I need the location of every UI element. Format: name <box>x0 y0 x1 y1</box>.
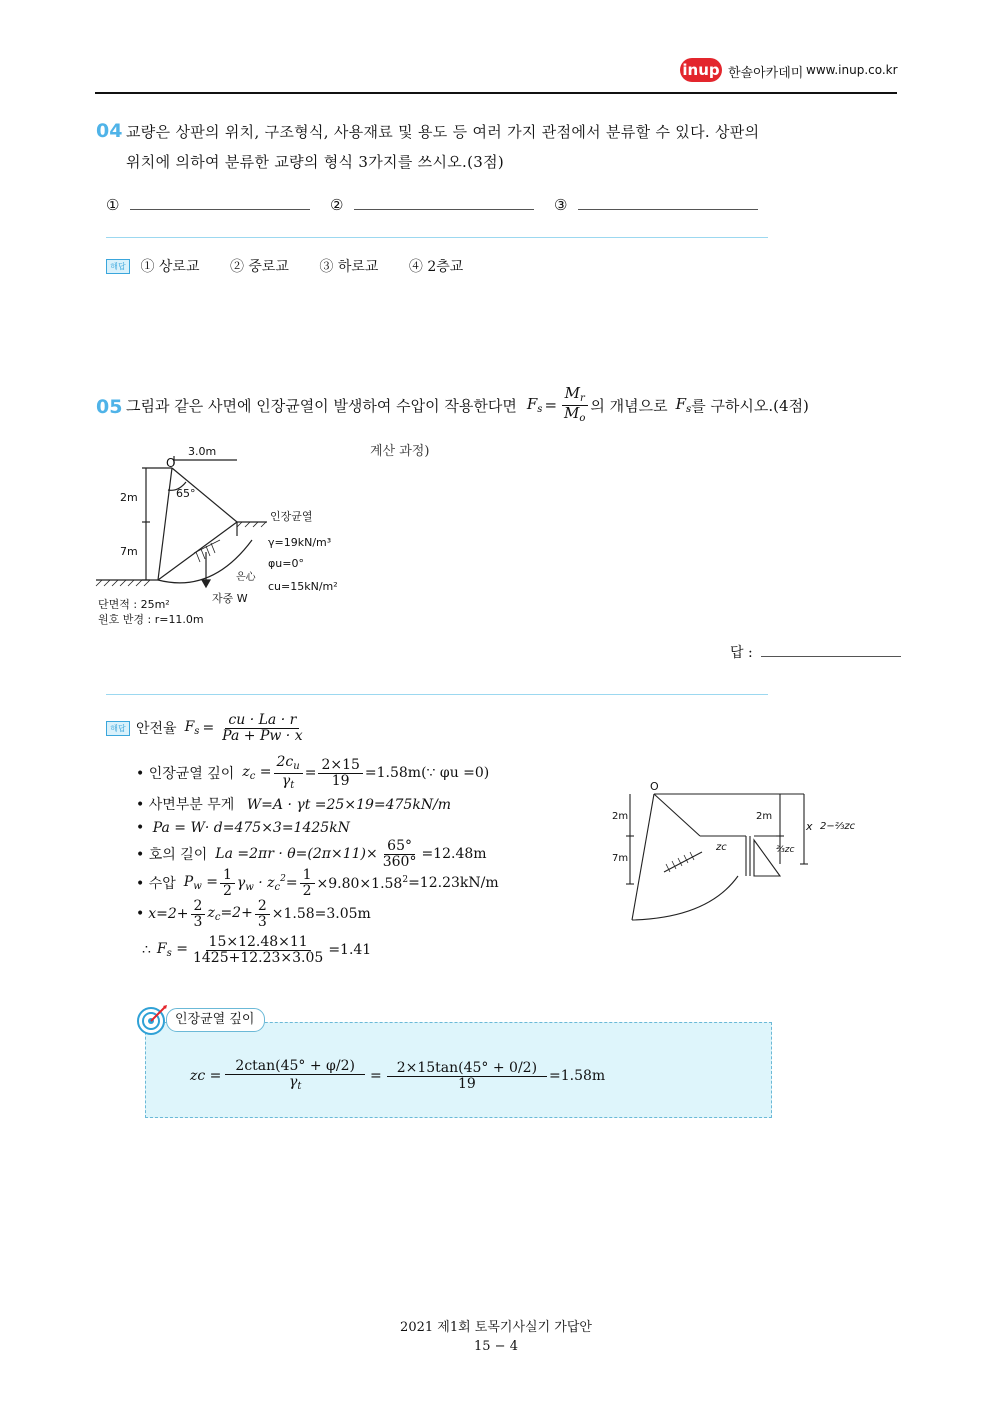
fig1-crack-label: 인장균열 <box>270 510 313 523</box>
fig1-h1-label: 2m <box>120 491 138 504</box>
answer-blank-1[interactable]: ① <box>106 196 310 214</box>
footer-page: 15 − 4 <box>474 1339 518 1354</box>
q04-answer-row <box>106 256 463 276</box>
answer-4: ④ 2층교 <box>408 259 464 275</box>
fig1-phi-label: φu=0° <box>268 557 304 570</box>
fig2-h2: 7m <box>612 853 629 864</box>
fig1-centroid-label: 은心 <box>236 572 256 583</box>
solution-safety-row: 해답 안전율 $F_s$ = $\frac{cu \cdot La \cdot r}{Pa + Pw \cdot x}$ <box>106 706 308 750</box>
inup-logo: inup <box>680 58 722 82</box>
fig1-angle-label: 65° <box>176 487 196 500</box>
answer-blank-2[interactable]: ② <box>330 196 534 214</box>
question-04-number: 04 <box>96 120 123 142</box>
header <box>0 0 992 100</box>
safety-fraction: $\frac{cu \cdot La \cdot r}{Pa + Pw \cdot x}$ <box>222 711 303 744</box>
fig2-h3: 2m <box>756 811 773 822</box>
crack-depth-row: • 인장균열 깊이 $z_c$ = $\frac{2c_u}{\gamma_t}$ = $\frac{2\times 15}{19}$ =1.58m(∵ φu =0) <box>136 754 490 791</box>
fig1-radius-label: 원호 반경 : r=11.0m <box>98 613 204 626</box>
tip-title: 인장균열 깊이 <box>166 1008 265 1032</box>
fig1-o-label: O <box>166 456 176 470</box>
arc-row: • 호의 길이 La =2πr · θ=(2π×11)× $\frac{65^\circ}{360^\circ}$ =12.48m <box>136 837 487 870</box>
pa-row: • Pa = W· d=475×3=1425kN <box>136 820 350 836</box>
header-rule <box>95 92 897 94</box>
fig2-h1: 2m <box>612 811 629 822</box>
question-05-text: 그림과 같은 사면에 인장균열이 발생하여 수압이 작용한다면 $F_s$ = $\frac{M_r}{M_o}$ 의 개념으로 $F_s$ 를 구하시오.(4점) <box>126 384 809 424</box>
target-icon <box>136 1004 168 1036</box>
fig1-cu-label: cu=15kN/m² <box>268 580 338 593</box>
fig1-gamma-label: γ=19kN/m³ <box>268 536 332 549</box>
answer-3: ③ 하로교 <box>319 259 379 275</box>
weight-row: • 사면부분 무게 W=A · γt =25×19=475kN/m <box>136 797 452 813</box>
fig2-o-label: O <box>650 780 659 793</box>
fs-fraction: $\frac{M_r}{M_o}$ <box>561 386 588 424</box>
fig2-zc-label: zc <box>716 842 727 853</box>
question-04-line1: 교량은 상판의 위치, 구조형식, 사용재료 및 용도 등 여러 가지 관점에서 분류할 수 있다. 상판의 <box>126 123 760 141</box>
calc-process-label: 계산 과정) <box>370 444 430 459</box>
academy-name: 한솔아카데미 <box>728 66 804 81</box>
answer-2: ② 중로교 <box>229 259 289 275</box>
fig2-frac-label: ⅔zc <box>776 845 795 855</box>
tip-formula: zc = $\frac{2ctan(45^\circ + \varphi/2)}{\gamma_t}$ = $\frac{2\times 15\tan(45^\circ + 0/2)}{19}$ =1.58m <box>190 1058 606 1093</box>
footer-title: 2021 제1회 토목기사실기 가답안 <box>400 1320 592 1335</box>
separator-q04 <box>106 237 768 238</box>
question-04-line2: 위치에 의하여 분류한 교량의 형식 3가지를 쓰시오.(3점) <box>126 153 505 171</box>
crack-depth-figure <box>608 784 868 924</box>
answer-1: ① 상로교 <box>140 259 200 275</box>
fig2-x-label: x <box>806 820 813 833</box>
fig1-h2-label: 7m <box>120 545 138 558</box>
tip-header <box>136 1006 265 1034</box>
question-05-number: 05 <box>96 396 123 418</box>
fig1-area-label: 단면적 : 25m² <box>98 598 170 611</box>
fs-result-row: ∴ $F_s$ = $\frac{15\times 12.48\times 11}{1425+12.23\times 3.05}$ =1.41 <box>142 933 372 966</box>
solution-badge: 해답 <box>106 721 130 736</box>
answer-badge: 해답 <box>106 259 130 274</box>
fig2-x-expr: 2−⅔zc <box>820 821 856 832</box>
x-row: • x=2+ $\frac{2}{3}$ $z_c=2+$ $\frac{2}{3}$ ×1.58 =3.05m <box>136 897 371 930</box>
answer-prompt[interactable]: 답 : <box>730 642 901 662</box>
header-url[interactable]: www.inup.co.kr <box>806 63 898 77</box>
separator-q05 <box>106 694 768 695</box>
answer-blank-3[interactable]: ③ <box>554 196 758 214</box>
water-row: • 수압 $P_w$ = $\frac{1}{2}$ $\gamma_w \cdot z_c^2=$ $\frac{1}{2}$ $\times 9.80\times 1.58^2$ =12.23kN/m <box>136 866 499 899</box>
fig1-weight-label: 자중 W <box>212 592 248 605</box>
fig1-width-label: 3.0m <box>188 445 217 458</box>
